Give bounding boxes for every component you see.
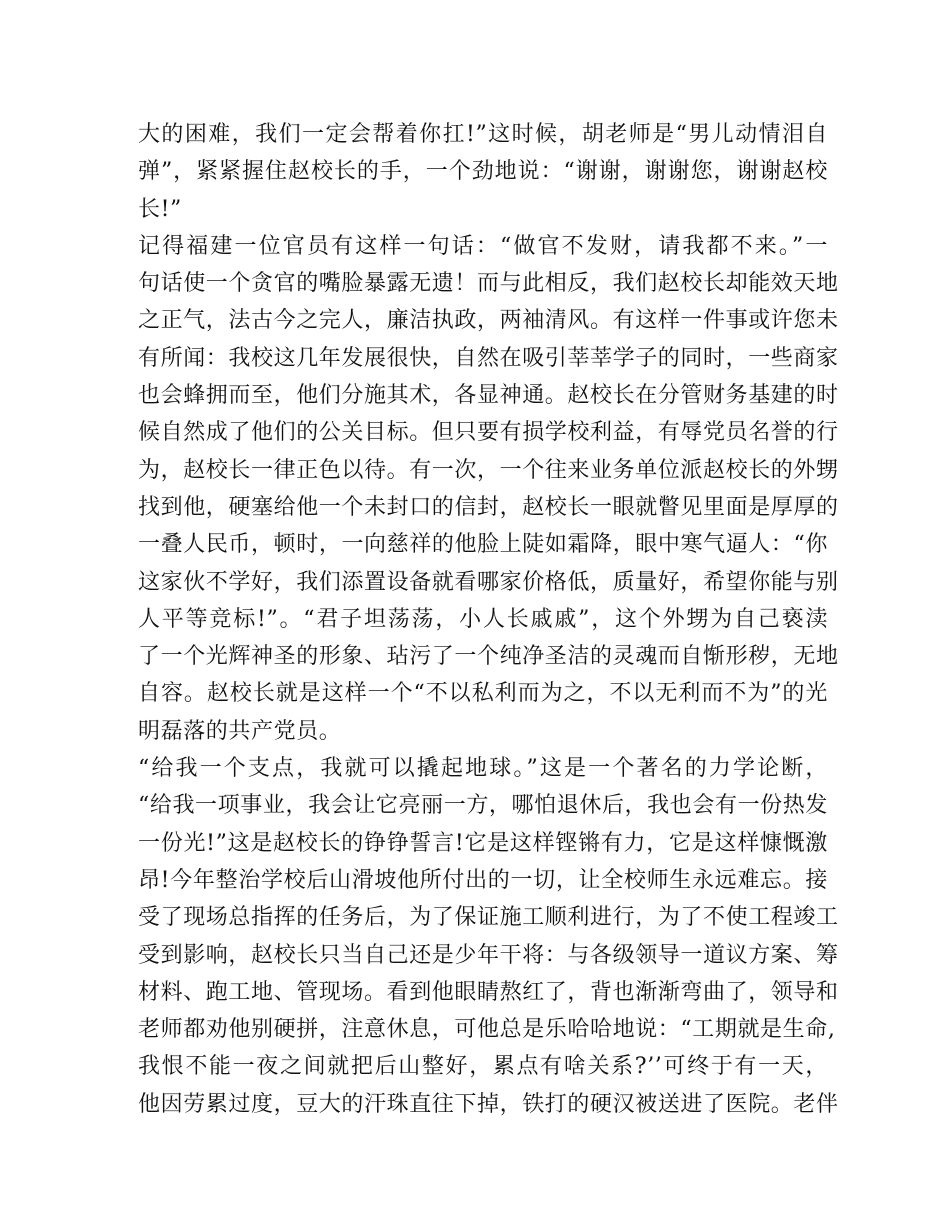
text-line: 长!”	[138, 196, 182, 222]
text-line: 一叠人民币，顿时，一向慈祥的他脸上陡如霜降，眼中寒气逼人：“你	[138, 532, 828, 558]
text-line: 我恨不能一夜之间就把后山整好，累点有啥关系?’’可终于有一天，	[138, 1054, 828, 1080]
text-line: 这家伙不学好，我们添置设备就看哪家价格低，质量好，希望你能与别	[138, 569, 839, 595]
body-text	[138, 116, 839, 1123]
text-line: 受到影响，赵校长只当自己还是少年干将：与各级领导一道议方案、筹	[138, 942, 839, 968]
text-line: 他因劳累过度，豆大的汗珠直往下掉，铁打的硬汉被送进了医院。老伴	[138, 1091, 839, 1117]
text-line: 材料、跑工地、管现场。看到他眼睛熬红了，背也渐渐弯曲了，领导和	[138, 979, 839, 1005]
text-line: “给我一个支点，我就可以撬起地球。”这是一个著名的力学论断，	[138, 756, 828, 782]
text-line: 为，赵校长一律正色以待。有一次，一个往来业务单位派赵校长的外甥	[138, 457, 839, 483]
text-line: 老师都劝他别硬拼，注意休息，可他总是乐哈哈地说：“工期就是生命,	[138, 1017, 836, 1043]
text-line: 弹”，紧紧握住赵校长的手，一个劲地说：“谢谢，谢谢您，谢谢赵校	[138, 159, 828, 185]
text-line: 记得福建一位官员有这样一句话：“做官不发财，请我都不来。”一	[138, 233, 828, 259]
text-line: 之正气，法古今之完人，廉洁执政，两袖清风。有这样一件事或许您未	[138, 308, 839, 334]
text-line: 自容。赵校长就是这样一个“不以私利而为之，不以无利而不为”的光	[138, 681, 828, 707]
text-line: “给我一项事业，我会让它亮丽一方，哪怕退休后，我也会有一份热发	[138, 793, 828, 819]
text-line: 也会蜂拥而至，他们分施其术，各显神通。赵校长在分管财务基建的时	[138, 383, 839, 409]
text-line: 昂!今年整治学校后山滑坡他所付出的一切，让全校师生永远难忘。接	[138, 867, 828, 893]
text-line: 句话使一个贪官的嘴脸暴露无遗！而与此相反，我们赵校长却能效天地	[138, 271, 839, 297]
text-line: 受了现场总指挥的任务后，为了保证施工顺利进行，为了不使工程竣工	[138, 905, 839, 931]
text-line: 一份光!”这是赵校长的铮铮誓言!它是这样铿锵有力，它是这样慷慨激	[138, 830, 828, 856]
text-line: 人平等竞标!”。“君子坦荡荡，小人长戚戚”，这个外甥为自己亵渎	[138, 606, 828, 632]
text-line: 找到他，硬塞给他一个未封口的信封，赵校长一眼就瞥见里面是厚厚的	[138, 494, 839, 520]
text-line: 有所闻：我校这几年发展很快，自然在吸引莘莘学子的同时，一些商家	[138, 345, 839, 371]
text-line: 了一个光辉神圣的形象、玷污了一个纯净圣洁的灵魂而自惭形秽，无地	[138, 644, 839, 670]
text-line: 大的困难，我们一定会帮着你扛!”这时候，胡老师是“男儿动情泪自	[138, 122, 828, 147]
text-line: 明磊落的共产党员。	[138, 718, 342, 744]
text-line: 候自然成了他们的公关目标。但只要有损学校利益，有辱党员名誉的行	[138, 420, 839, 446]
